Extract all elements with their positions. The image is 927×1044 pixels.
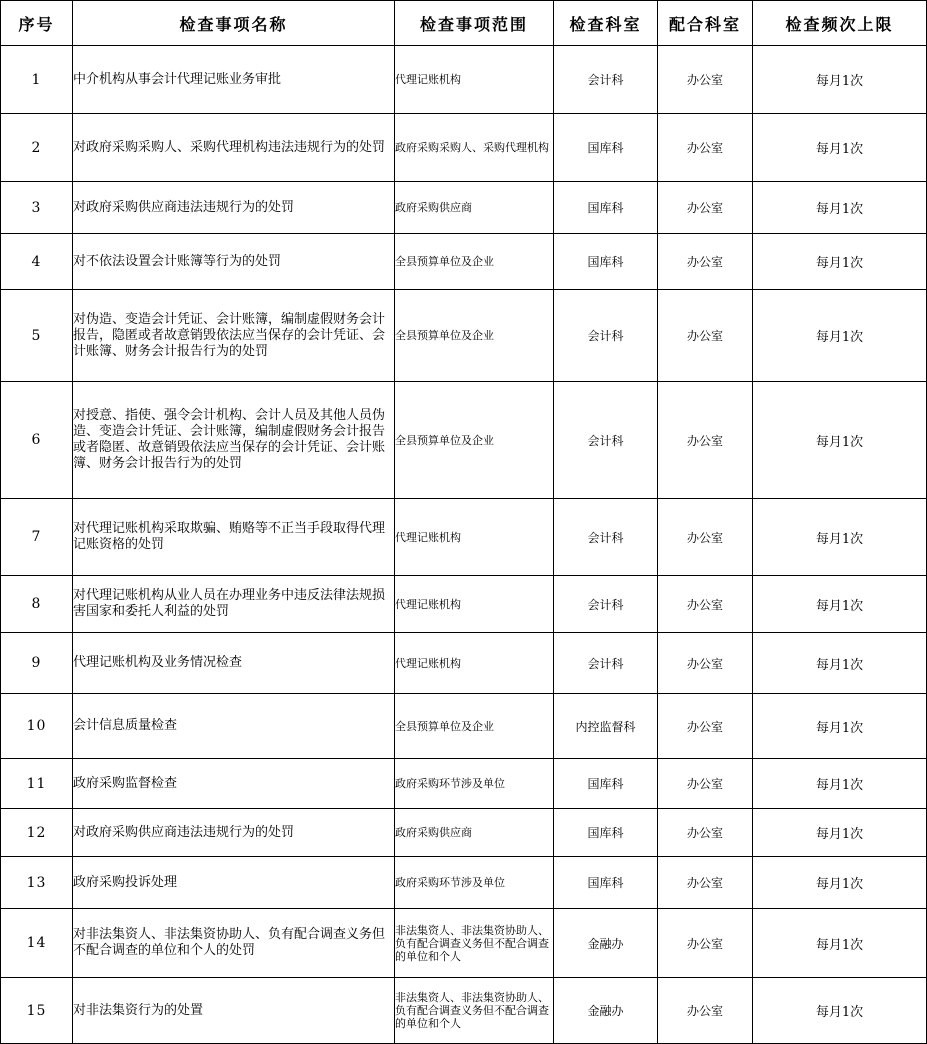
- cell-coop: 办公室: [658, 809, 753, 857]
- cell-freq: 每月1次: [753, 576, 927, 633]
- cell-freq: 每月1次: [753, 694, 927, 759]
- cell-freq: 每月1次: [753, 290, 927, 382]
- cell-coop: 办公室: [658, 499, 753, 576]
- cell-name: 对授意、指使、强令会计机构、会计人员及其他人员伪造、变造会计凭证、会计账簿，编制虚假财务会计报告或者隐匿、故意销毁依法应当保存的会计凭证、会计账簿、财务会计报告行为的处罚: [73, 382, 395, 499]
- table-row: [1, 114, 927, 182]
- header-coop: 配合科室: [658, 1, 753, 46]
- table-row: [1, 234, 927, 290]
- table-row: [1, 290, 927, 382]
- cell-name: 对伪造、变造会计凭证、会计账簿，编制虚假财务会计报告，隐匿或者故意销毁依法应当保存的会计凭证、会计账簿、财务会计报告行为的处罚: [73, 290, 395, 382]
- table-row: [1, 694, 927, 759]
- cell-freq: 每月1次: [753, 909, 927, 978]
- cell-name: 对政府采购供应商违法违规行为的处罚: [73, 809, 395, 857]
- header-freq: 检查频次上限: [753, 1, 927, 46]
- header-row: [1, 1, 927, 46]
- cell-scope: 政府采购采购人、采购代理机构: [395, 114, 554, 182]
- cell-dept: 会计科: [554, 46, 658, 114]
- cell-scope: 全县预算单位及企业: [395, 694, 554, 759]
- cell-coop: 办公室: [658, 114, 753, 182]
- cell-freq: 每月1次: [753, 182, 927, 234]
- table-row: [1, 182, 927, 234]
- cell-name: 对政府采购采购人、采购代理机构违法违规行为的处罚: [73, 114, 395, 182]
- cell-seq: 7: [1, 499, 73, 576]
- cell-seq: 4: [1, 234, 73, 290]
- cell-coop: 办公室: [658, 576, 753, 633]
- cell-seq: 10: [1, 694, 73, 759]
- cell-dept: 会计科: [554, 633, 658, 694]
- cell-scope: 非法集资人、非法集资协助人、负有配合调查义务但不配合调查的单位和个人: [395, 978, 554, 1044]
- cell-coop: 办公室: [658, 290, 753, 382]
- cell-freq: 每月1次: [753, 46, 927, 114]
- header-seq: 序号: [1, 1, 73, 46]
- cell-dept: 会计科: [554, 499, 658, 576]
- cell-scope: 政府采购环节涉及单位: [395, 857, 554, 909]
- cell-seq: 5: [1, 290, 73, 382]
- table-row: [1, 759, 927, 809]
- table-row: [1, 857, 927, 909]
- cell-seq: 3: [1, 182, 73, 234]
- cell-dept: 金融办: [554, 909, 658, 978]
- cell-name: 对政府采购供应商违法违规行为的处罚: [73, 182, 395, 234]
- cell-coop: 办公室: [658, 857, 753, 909]
- table-row: [1, 909, 927, 978]
- cell-name: 对非法集资人、非法集资协助人、负有配合调查义务但不配合调查的单位和个人的处罚: [73, 909, 395, 978]
- cell-name: 中介机构从事会计代理记账业务审批: [73, 46, 395, 114]
- header-dept: 检查科室: [554, 1, 658, 46]
- cell-dept: 国库科: [554, 234, 658, 290]
- cell-coop: 办公室: [658, 382, 753, 499]
- cell-dept: 内控监督科: [554, 694, 658, 759]
- header-name: 检查事项名称: [73, 1, 395, 46]
- cell-scope: 代理记账机构: [395, 633, 554, 694]
- cell-seq: 9: [1, 633, 73, 694]
- cell-freq: 每月1次: [753, 499, 927, 576]
- cell-coop: 办公室: [658, 182, 753, 234]
- cell-freq: 每月1次: [753, 857, 927, 909]
- cell-dept: 国库科: [554, 759, 658, 809]
- cell-freq: 每月1次: [753, 382, 927, 499]
- cell-name: 对非法集资行为的处置: [73, 978, 395, 1044]
- cell-freq: 每月1次: [753, 759, 927, 809]
- cell-seq: 13: [1, 857, 73, 909]
- cell-coop: 办公室: [658, 909, 753, 978]
- cell-dept: 国库科: [554, 809, 658, 857]
- cell-name: 代理记账机构及业务情况检查: [73, 633, 395, 694]
- cell-scope: 全县预算单位及企业: [395, 382, 554, 499]
- cell-name: 对代理记账机构采取欺骗、贿赂等不正当手段取得代理记账资格的处罚: [73, 499, 395, 576]
- cell-scope: 非法集资人、非法集资协助人、负有配合调查义务但不配合调查的单位和个人: [395, 909, 554, 978]
- table-row: [1, 382, 927, 499]
- cell-dept: 国库科: [554, 114, 658, 182]
- cell-coop: 办公室: [658, 633, 753, 694]
- table-row: [1, 978, 927, 1044]
- cell-name: 会计信息质量检查: [73, 694, 395, 759]
- cell-seq: 1: [1, 46, 73, 114]
- cell-scope: 政府采购供应商: [395, 809, 554, 857]
- cell-freq: 每月1次: [753, 978, 927, 1044]
- cell-freq: 每月1次: [753, 633, 927, 694]
- header-scope: 检查事项范围: [395, 1, 554, 46]
- cell-seq: 12: [1, 809, 73, 857]
- cell-coop: 办公室: [658, 759, 753, 809]
- cell-coop: 办公室: [658, 694, 753, 759]
- cell-name: 政府采购投诉处理: [73, 857, 395, 909]
- cell-scope: 政府采购供应商: [395, 182, 554, 234]
- table-row: [1, 576, 927, 633]
- cell-dept: 会计科: [554, 382, 658, 499]
- table-row: [1, 46, 927, 114]
- cell-scope: 代理记账机构: [395, 499, 554, 576]
- cell-scope: 代理记账机构: [395, 576, 554, 633]
- table-body: [1, 46, 927, 1044]
- cell-seq: 8: [1, 576, 73, 633]
- cell-seq: 14: [1, 909, 73, 978]
- table-row: [1, 633, 927, 694]
- table-row: [1, 499, 927, 576]
- cell-freq: 每月1次: [753, 809, 927, 857]
- cell-seq: 11: [1, 759, 73, 809]
- cell-seq: 6: [1, 382, 73, 499]
- cell-name: 政府采购监督检查: [73, 759, 395, 809]
- cell-freq: 每月1次: [753, 114, 927, 182]
- cell-freq: 每月1次: [753, 234, 927, 290]
- cell-scope: 政府采购环节涉及单位: [395, 759, 554, 809]
- cell-coop: 办公室: [658, 978, 753, 1044]
- cell-dept: 国库科: [554, 857, 658, 909]
- cell-name: 对代理记账机构从业人员在办理业务中违反法律法规损害国家和委托人利益的处罚: [73, 576, 395, 633]
- cell-seq: 2: [1, 114, 73, 182]
- cell-coop: 办公室: [658, 234, 753, 290]
- cell-scope: 全县预算单位及企业: [395, 234, 554, 290]
- cell-dept: 会计科: [554, 576, 658, 633]
- cell-scope: 全县预算单位及企业: [395, 290, 554, 382]
- cell-scope: 代理记账机构: [395, 46, 554, 114]
- cell-dept: 会计科: [554, 290, 658, 382]
- cell-coop: 办公室: [658, 46, 753, 114]
- cell-dept: 国库科: [554, 182, 658, 234]
- table-row: [1, 809, 927, 857]
- cell-name: 对不依法设置会计账簿等行为的处罚: [73, 234, 395, 290]
- cell-seq: 15: [1, 978, 73, 1044]
- cell-dept: 金融办: [554, 978, 658, 1044]
